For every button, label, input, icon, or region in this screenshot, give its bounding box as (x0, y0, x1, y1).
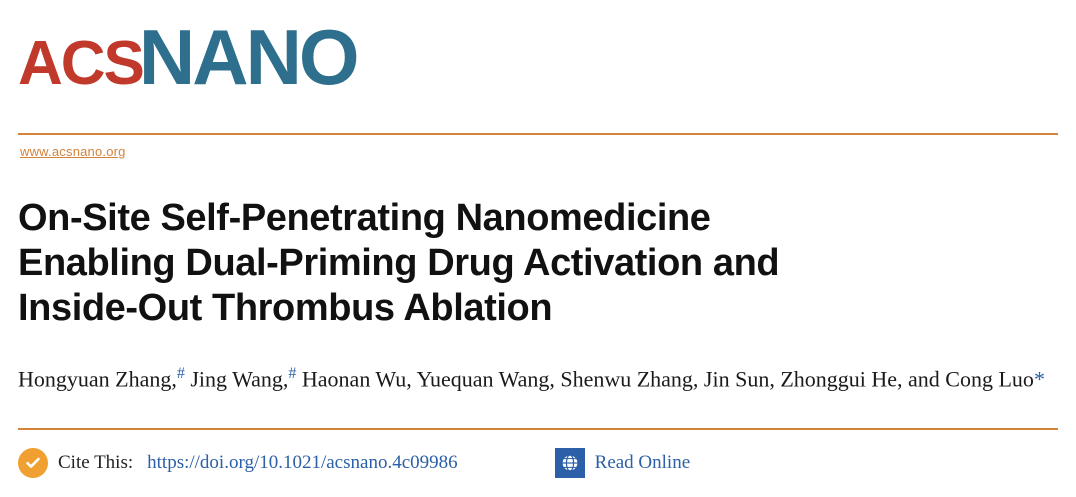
citation-bar (18, 440, 1058, 486)
read-online-group[interactable] (555, 448, 691, 478)
authors-segment-3: Haonan Wu, Yuequan Wang, Shenwu Zhang, Jin Sun, Zhonggui He, (296, 366, 903, 392)
top-divider (18, 133, 1058, 135)
journal-masthead (18, 13, 357, 101)
authors-segment-2: Jing Wang, (184, 366, 289, 392)
corresponding-author-mark: * (1033, 366, 1045, 392)
doi-link[interactable]: https://doi.org/10.1021/acsnano.4c09986 (147, 452, 458, 473)
page-title (18, 196, 1058, 331)
author-list (18, 360, 1063, 393)
cite-this-label: Cite This: (58, 452, 134, 473)
bottom-divider (18, 428, 1058, 430)
acs-logo-text: ACS (18, 29, 143, 98)
authors-segment-4: and Cong Luo (908, 366, 1034, 392)
title-line-1: On-Site Self-Penetrating Nanomedicine (18, 197, 711, 239)
title-line-3: Inside-Out Thrombus Ablation (18, 287, 553, 329)
globe-icon (555, 448, 585, 478)
read-online-link[interactable]: Read Online (594, 452, 691, 473)
author-footnote-mark-2: # (288, 365, 297, 382)
journal-website-link[interactable]: www.acsnano.org (20, 144, 126, 159)
title-line-2: Enabling Dual-Priming Drug Activation and (18, 242, 780, 284)
nano-logo-text: NANO (138, 13, 357, 101)
author-footnote-mark-1: # (176, 365, 185, 382)
cite-this-group[interactable] (18, 448, 458, 478)
authors-segment-1: Hongyuan Zhang, (18, 366, 177, 392)
checkmark-badge-icon (18, 448, 48, 478)
